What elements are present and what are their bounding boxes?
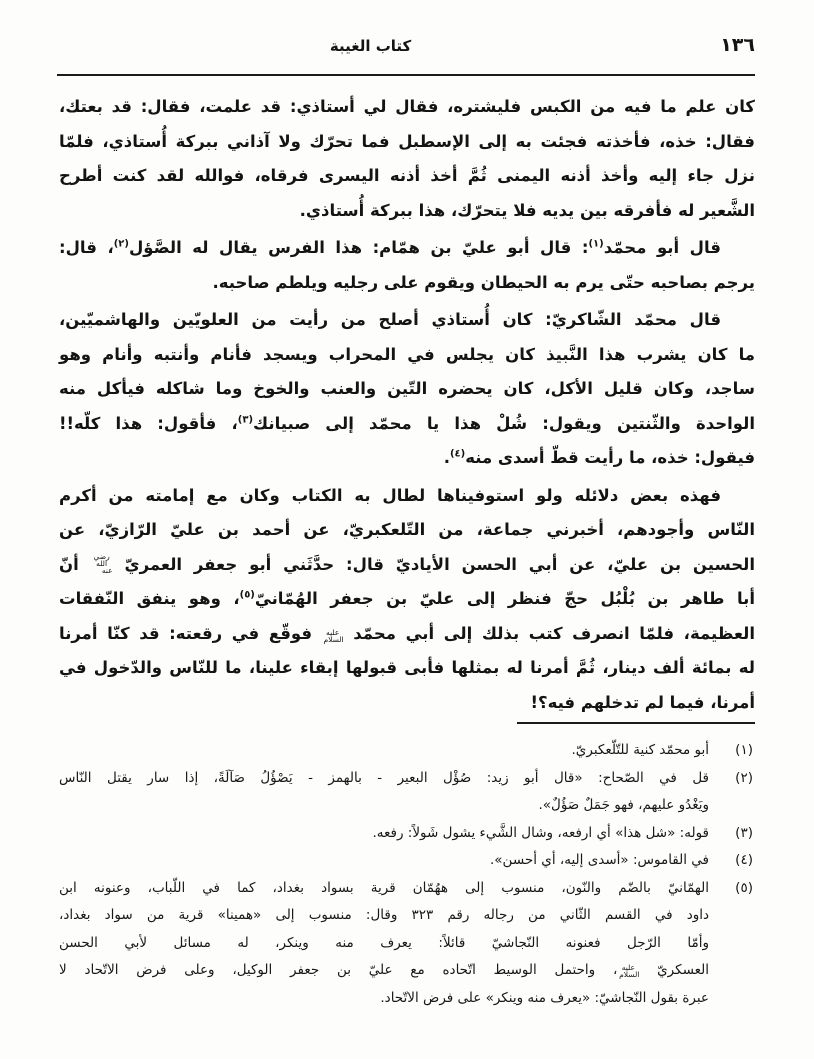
footnote: [59, 737, 755, 765]
text-line: فهذه بعض دلائله ولو استوفيناها لطال به الكتاب وكان مع إمامته من أكرم: [59, 485, 721, 505]
footnote-line: داود في القسم الثّاني من رجاله رقم ٣٢٣ وقال: منسوب إلى «همينا» قرية من سواد بغداد،: [59, 907, 709, 923]
page-header: [59, 34, 755, 56]
text-line: ما كان يشرب هذا النَّبيذ كان يجلس في المحراب ويسجد فأنام وأنتبه وأنام وهو: [59, 344, 755, 364]
footnote: [59, 847, 755, 875]
text-line: العظيمة، فلمّا انصرف كتب بذلك إلى أبي محمّد عليه السلام فوقّع في رقعته: قد كنّا أمرنا: [59, 623, 755, 644]
honorific-symbol: عليه السلام: [619, 963, 640, 979]
text-line: الحسين بن عليّ، عن أبي الحسن الأياديّ قال: حدَّثَني أبو جعفر العمريّ رضي الله عنه أنّ: [59, 551, 755, 575]
text-line: له بمائة ألف دينار، ثُمَّ أمرنا له بمثلها فأبى قبولها إبقاء علينا، ما للنّاس والدّخول في: [59, 658, 755, 677]
footnote: [59, 875, 755, 1013]
text-line: الواحدة والثّنتين ويقول: شُلْ هذا يا محمّد إلى صبيانك$^{(٣)}$، فأقول: هذا كلّه!!: [59, 413, 755, 433]
footnote: [59, 820, 755, 848]
text-line: قال محمّد الشّاكريّ: كان أُستاذي أصلح من رأيت من العلويّين والهاشميّين،: [59, 310, 721, 329]
footnote-marker: (٤): [449, 448, 466, 460]
footnote-number: (٢): [735, 769, 753, 786]
text-line: فقال: خذه، فأخذته فجئت به إلى الإسطبل فما تحرّك ولا آذاني ببركة أُستاذي، فلمّا: [59, 131, 755, 151]
footnote-number: (١): [735, 742, 753, 758]
footnote-number: (٥): [735, 879, 753, 896]
footnote-marker: (٢): [113, 238, 129, 250]
footnote-line: قل في الصّحاح: «قال أبو زيد: صُؤْل البعير - بالهمز - يَصْؤُلُ صَآلَةً، إذا سار يقتل النّاس: [59, 769, 709, 786]
footnote-marker: (٣): [237, 414, 254, 425]
footnote-marker: (٥): [239, 589, 255, 601]
footnote-line: وأمّا الرّجل فعنونه النّجاشيّ قائلاً: يعرف منه وينكر، له مسائل لأبي الحسن: [59, 934, 709, 951]
footnote-line: عبرة بقول النّجاشيّ: «يعرف منه وينكر» على فرض الاتّحاد.: [380, 989, 709, 1006]
footnote-text: [59, 765, 709, 820]
text-line: النّاس وأجودهم، أخبرني جماعة، من التّلعكبريّ، عن أحمد بن عليّ الرّازيّ، عن: [59, 520, 755, 539]
text-line: نزل جاء إليه وأخذ أذنه اليمنى ثُمَّ أخذ أذنه اليسرى فرقاه، فوالله لقد كنت أطرح: [59, 166, 755, 185]
text-line: أمرنا، فيما لم تدخلهم فيه؟!: [530, 692, 755, 712]
text-line: فيقول: خذه، ما رأيت قطّ أسدى منه$^{(٤)}$.: [443, 448, 755, 467]
text-line: ساجد، وكان قليل الأكل، كان يحضره التّين والعنب والخوخ وما شاكله فيأكل منه: [59, 379, 755, 398]
text-line: كان علم ما فيه من الكبس فليشتره، فقال لي أستاذي: قد علمت، فقال: قد بعتك،: [59, 97, 755, 116]
footnote-number: (٣): [735, 824, 753, 841]
footnote-line: الهمّانيّ بالضّم والنّون، منسوب إلى ههُمّان قرية بسواد بغداد، كما في اللّباب، وعنونه ابن: [59, 879, 709, 896]
footnote-text: [59, 737, 709, 765]
footnote-text: [59, 875, 709, 1013]
text-line: قال أبو محمّد$^{(١)}$: قال أبو عليّ بن همّام: هذا الفرس يقال له الصَّؤل$^{(٢)}$، قال:: [59, 238, 721, 257]
footnote-line: العسكريّ عليه السلام، واحتمل الوسيط اتّحاده مع عليّ بن جعفر الوكيل، وعلى فرض الاتّحاد لا: [59, 962, 710, 979]
main-text-block: [59, 90, 755, 720]
footnote-line: قوله: «شل هذا» أي ارفعه، وشال الشَّيء يشول شَولاً: رفعه.: [372, 824, 709, 841]
page-number: ١٣٦: [720, 34, 755, 56]
footnote-line: في القاموس: «أسدى إليه، أي أحسن».: [490, 852, 709, 868]
book-title: كتاب الغيبة: [329, 37, 412, 55]
honorific-symbol: عليه السلام: [323, 627, 344, 644]
footnotes-block: [59, 737, 755, 1012]
footnote-separator: [517, 722, 755, 724]
footnote-number: (٤): [735, 852, 753, 868]
footnote-marker: (١): [588, 238, 604, 250]
text-line: أبا طاهر بن بُلْبُل حجّ فنظر إلى عليّ بن جعفر الهُمّانيّ$^{(٥)}$، وهو ينفق النّفقات: [59, 589, 755, 608]
honorific-symbol: رضي الله عنه: [93, 551, 113, 575]
text-line: الشَّعير له فأفرقه بين يديه فلا يتحرّك، هذا ببركة أُستاذي.: [299, 200, 755, 220]
header-rule: [57, 74, 755, 76]
footnote-text: [59, 847, 709, 875]
footnote-text: [59, 820, 709, 848]
footnote-line: أبو محمّد كنية للتّلّعكبريّ.: [571, 742, 709, 758]
text-line: يرجم بصاحبه حتّى يرم به الحيطان ويقوم على رجليه ويلطم صاحبه.: [212, 272, 755, 292]
footnote-line: ويَغْدُو عليهم، فهو جَمَلٌ صَؤُلٌ».: [538, 797, 709, 813]
footnote: [59, 765, 755, 820]
